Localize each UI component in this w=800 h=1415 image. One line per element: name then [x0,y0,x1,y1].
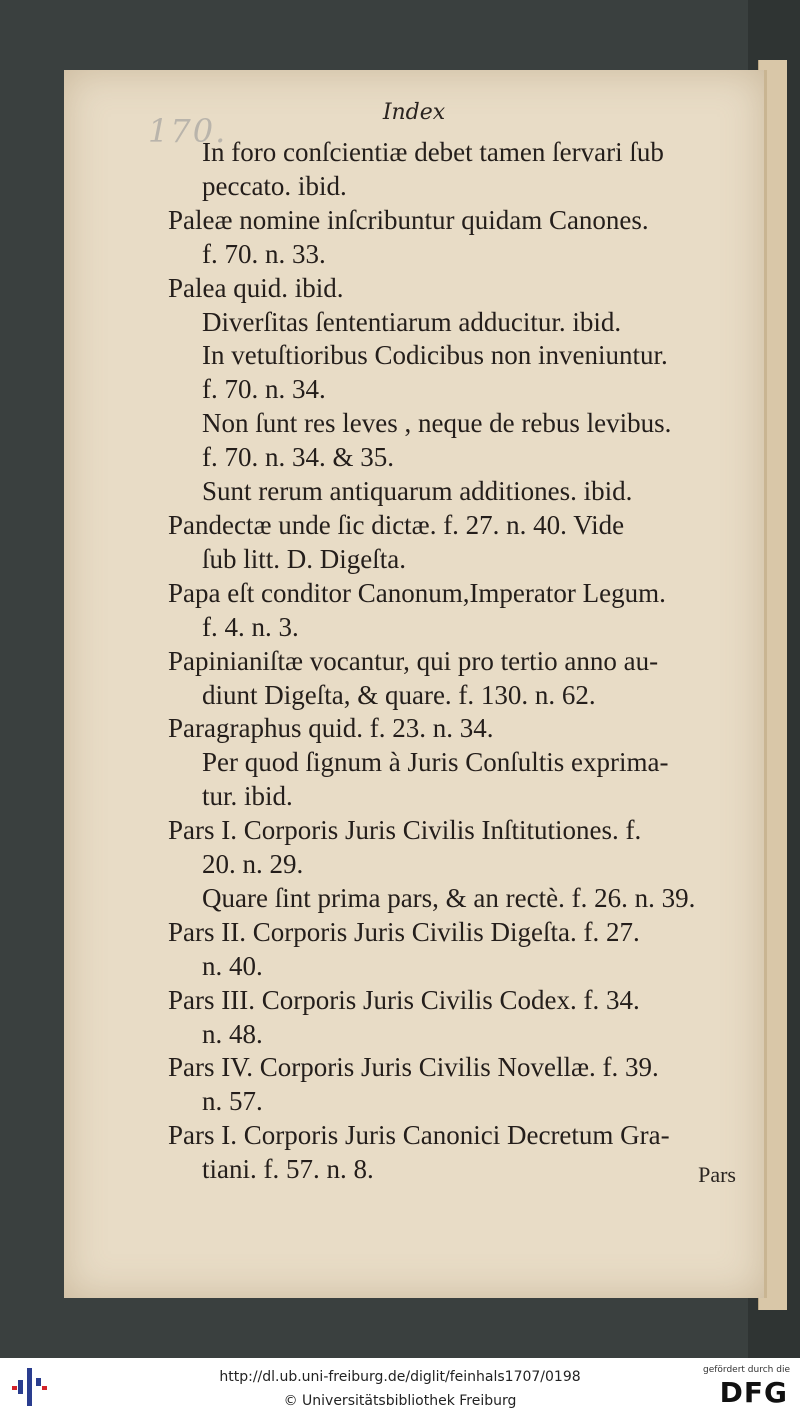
index-line: f. 70. n. 34. & 35. [202,442,394,473]
index-line: f. 4. n. 3. [202,611,299,642]
index-line: Pars III. Corporis Juris Civilis Codex. f. 34. [168,984,640,1015]
dfg-logo: DFG [719,1376,788,1409]
index-line: Sunt rerum antiquarum additiones. ibid. [202,476,633,507]
index-line: Pars IV. Corporis Juris Civilis Novellæ. f. 39. [168,1052,659,1083]
funding-note: gefördert durch die [703,1365,790,1375]
index-line: tur. ibid. [202,781,293,812]
index-line: tiani. f. 57. n. 8. [202,1154,374,1185]
index-line: Quare ſint prima pars, & an rectè. f. 26. n. 39. [202,882,696,913]
page-header: Index [382,100,446,125]
book-page [64,70,767,1298]
index-line: n. 40. [202,950,263,981]
index-line: Papa eſt conditor Canonum,Imperator Legum. [168,577,666,608]
index-line: Pars I. Corporis Juris Civilis Inſtitutiones. f. [168,815,642,846]
index-line: Non ſunt res leves , neque de rebus levibus. [202,408,672,439]
source-url[interactable]: http://dl.ub.uni-freiburg.de/diglit/feinhals1707/0198 [219,1369,581,1385]
index-line: In vetuſtioribus Codicibus non inveniuntur. [202,340,668,371]
index-line: n. 48. [202,1018,263,1049]
index-line: peccato. ibid. [202,170,347,201]
index-line: In foro conſcientiæ debet tamen ſervari ſub [202,137,664,167]
index-line: Diverſitas ſententiarum adducitur. ibid. [202,306,622,337]
catchword: Pars [698,1162,736,1187]
footer-bar [0,1358,800,1415]
index-line: Pandectæ unde ſic dictæ. f. 27. n. 40. Vide [168,509,625,540]
index-line: Papinianiſtæ vocantur, qui pro tertio anno au- [168,645,659,676]
index-line: n. 57. [202,1086,263,1117]
index-line: f. 70. n. 33. [202,238,326,269]
index-line: Paleæ nomine inſcribuntur quidam Canones. [168,204,649,235]
index-line: Palea quid. ibid. [168,272,344,303]
index-line: Paragraphus quid. f. 23. n. 34. [168,713,494,744]
index-line: f. 70. n. 34. [202,374,326,405]
handwritten-page-number: 170. [148,112,228,150]
index-line: ſub litt. D. Digeſta. [202,543,406,574]
index-line: Pars I. Corporis Juris Canonici Decretum Gra- [168,1120,670,1151]
index-line: Per quod ſignum à Juris Conſultis exprima- [202,747,669,778]
index-entries [168,136,748,1187]
index-line: Pars II. Corporis Juris Civilis Digeſta. f. 27. [168,916,640,947]
index-line: diunt Digeſta, & quare. f. 130. n. 62. [202,679,596,710]
copyright-notice: © Universitätsbibliothek Freiburg [283,1393,517,1409]
index-line: 20. n. 29. [202,849,304,880]
